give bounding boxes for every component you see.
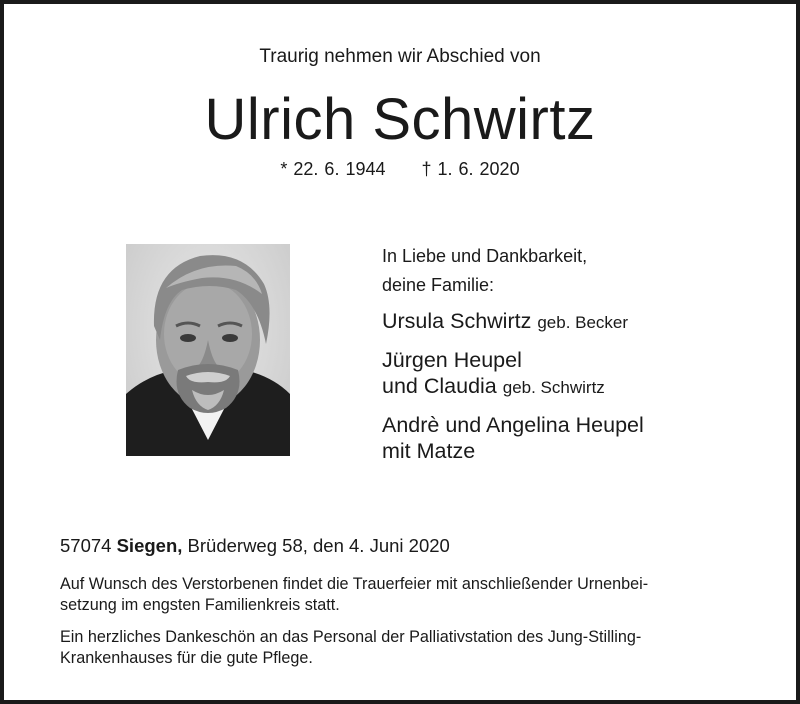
funeral-info-line: Auf Wunsch des Verstorbenen findet die Trauerfeier mit anschließender Urnenbei- xyxy=(60,575,649,593)
intro-text: Traurig nehmen wir Abschied von xyxy=(259,46,541,67)
family-member xyxy=(382,438,644,464)
family-member xyxy=(382,412,644,438)
thanks-line: Krankenhauses für die gute Pflege. xyxy=(60,649,313,667)
deceased-name: Ulrich Schwirtz xyxy=(204,87,596,152)
member-name: Andrè und Angelina Heupel xyxy=(382,413,644,437)
member-name: und Claudia xyxy=(382,374,497,398)
funeral-info-line: setzung im engsten Familienkreis statt. xyxy=(60,596,340,614)
death-date: † 1. 6. 2020 xyxy=(421,159,520,179)
thanks-line: Ein herzliches Dankeschön an das Personal der Palliativstation des Jung-Stilling- xyxy=(60,628,642,646)
funeral-info xyxy=(60,574,750,616)
maiden-name: geb. Schwirtz xyxy=(502,378,605,397)
maiden-name: geb. Becker xyxy=(537,313,629,332)
address-date: Brüderweg 58, den 4. Juni 2020 xyxy=(187,535,450,556)
portrait-photo xyxy=(126,244,290,456)
family-member xyxy=(382,373,644,401)
member-name: mit Matze xyxy=(382,439,476,463)
place-and-date xyxy=(60,535,450,557)
city: Siegen, xyxy=(116,535,183,556)
member-name: Ursula Schwirtz xyxy=(382,309,532,333)
family-member xyxy=(382,308,644,336)
dedication-line: In Liebe und Dankbarkeit, xyxy=(382,246,588,266)
life-dates xyxy=(4,159,796,180)
birth-date: * 22. 6. 1944 xyxy=(280,159,386,179)
thanks-text xyxy=(60,627,750,669)
family-line: deine Familie: xyxy=(382,275,495,295)
family-signature xyxy=(382,242,644,464)
member-name: Jürgen Heupel xyxy=(382,348,522,372)
postcode: 57074 xyxy=(60,535,112,556)
family-member xyxy=(382,347,644,373)
